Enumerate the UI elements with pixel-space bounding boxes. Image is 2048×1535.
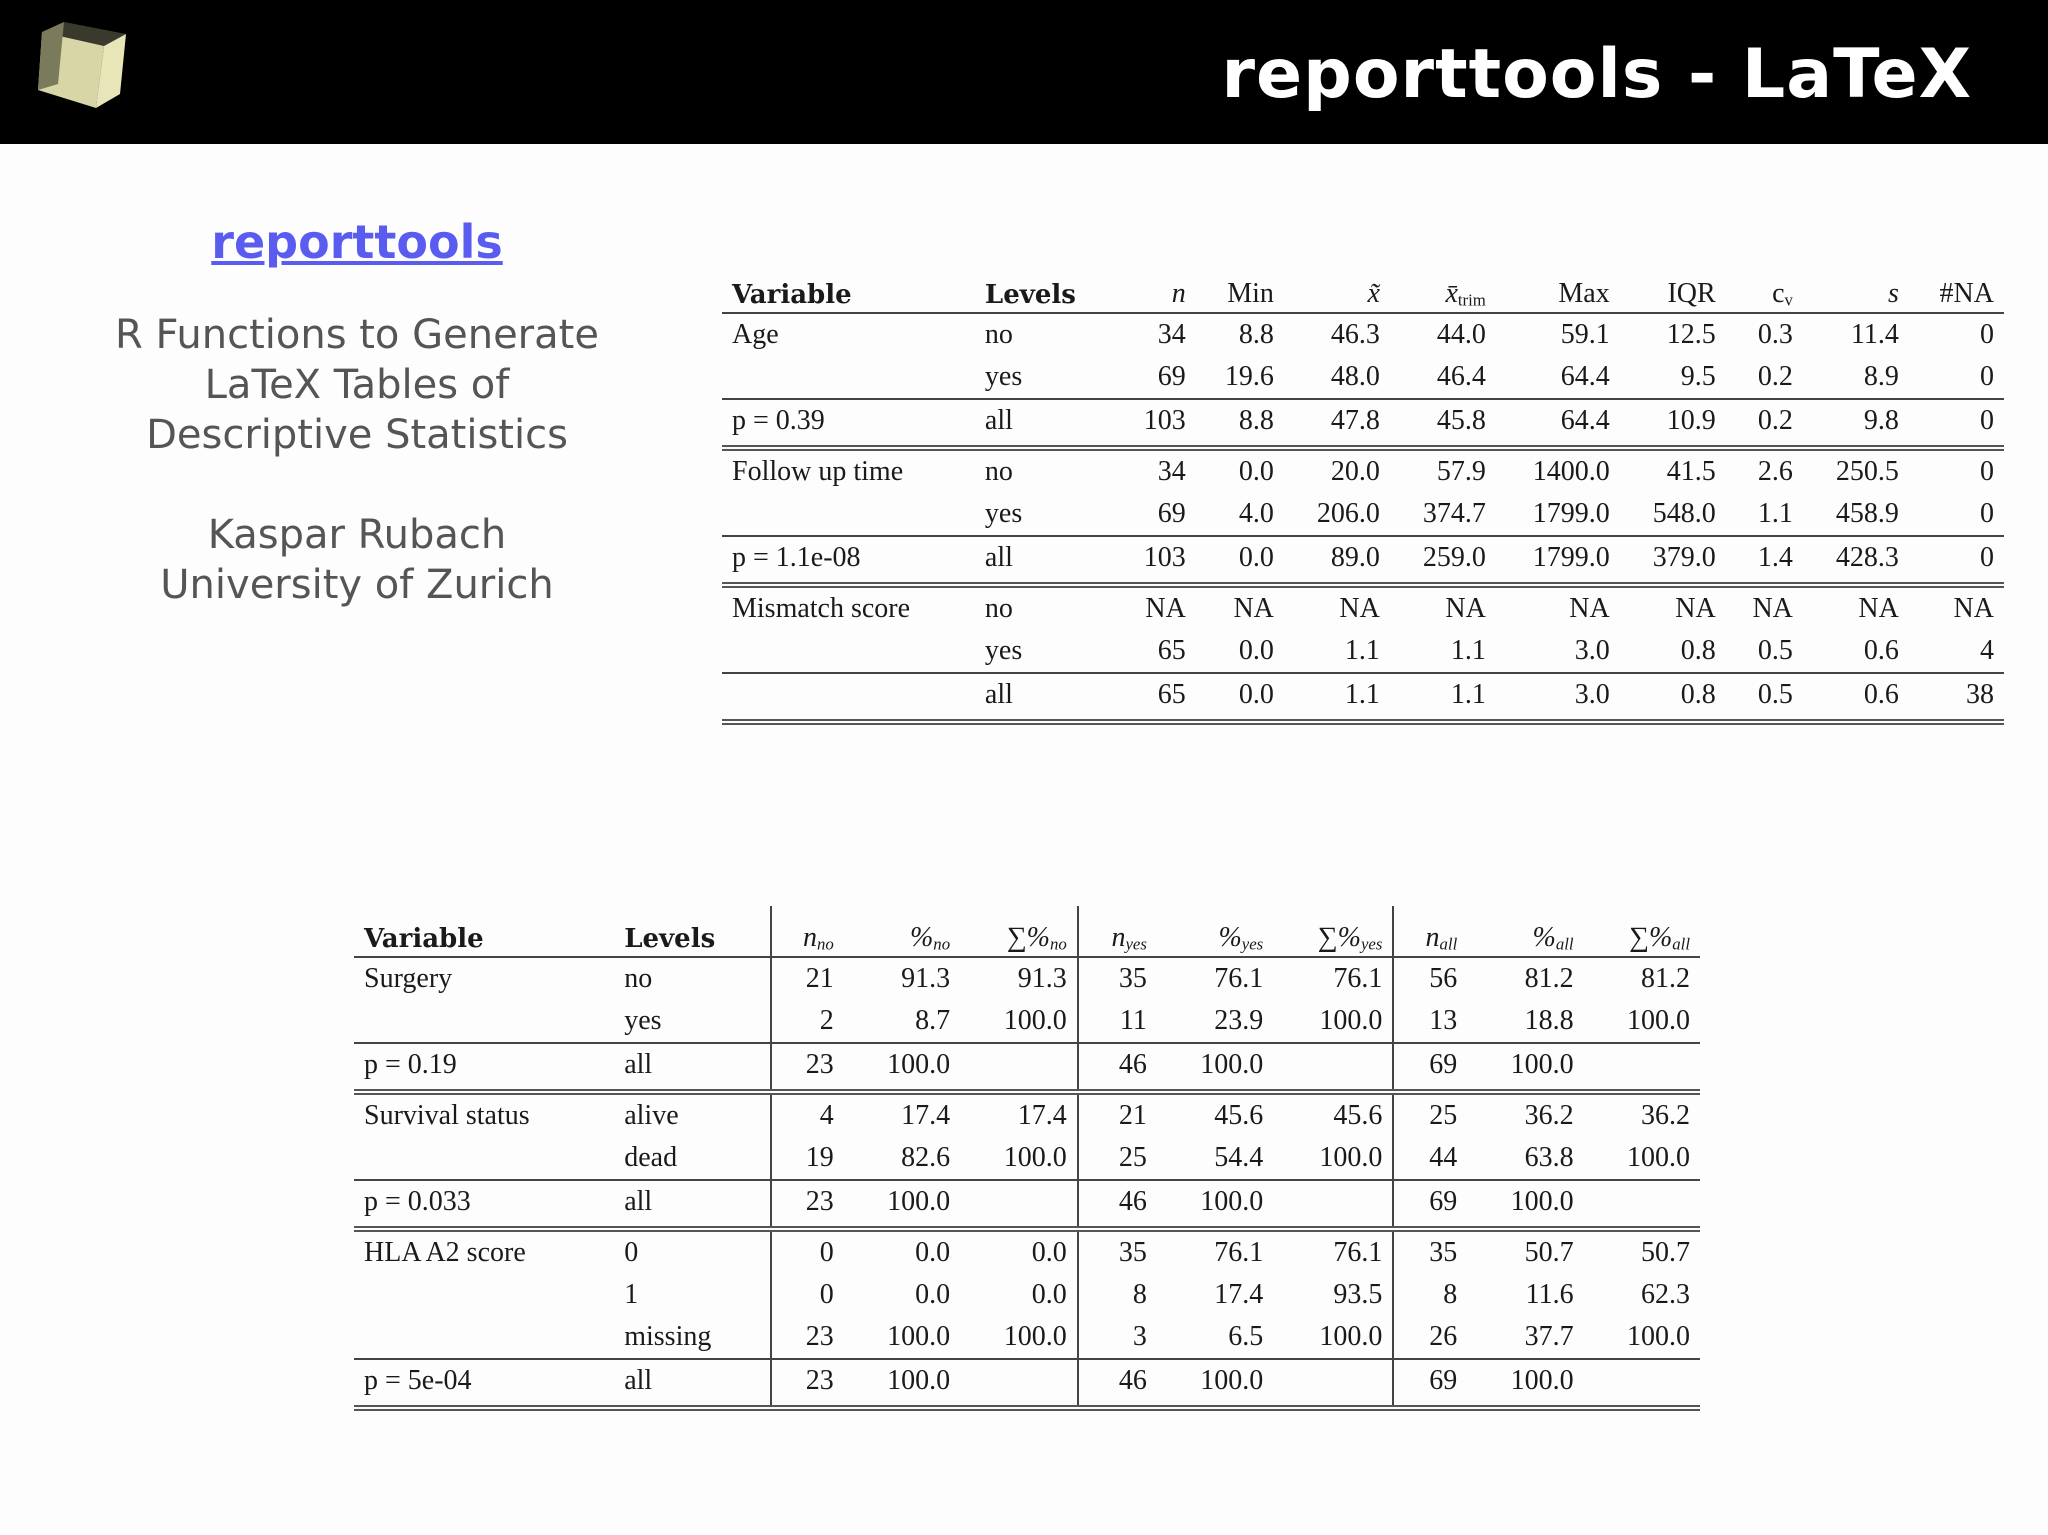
table-row [722, 673, 2004, 722]
level-cell: no [614, 957, 771, 1000]
value-cell: 8.7 [915, 1005, 951, 1036]
value-cell: 0 [1980, 456, 1994, 487]
value-cell: 8.9 [1863, 361, 1899, 392]
value-cell: 0.5 [1757, 679, 1793, 710]
value-cell: 45.6 [1273, 1092, 1393, 1137]
value-cell: 8.8 [1238, 405, 1274, 436]
value-cell: 44 [1429, 1142, 1458, 1173]
value-cell: 0.0 [915, 1279, 951, 1310]
value-cell: 35 [1118, 1237, 1147, 1268]
value-cell: NA [1569, 593, 1610, 624]
level-cell: all [614, 1043, 771, 1092]
value-cell: 100.0 [1627, 1005, 1690, 1036]
value-cell: 89.0 [1330, 542, 1380, 573]
value-cell: 76.1 [1273, 1229, 1393, 1274]
value-cell: 45.6 [1214, 1100, 1264, 1131]
value-cell: 259.0 [1422, 542, 1486, 573]
p-value-cell: p = 5e-04 [364, 1365, 472, 1396]
value-cell: 0.8 [1680, 635, 1716, 666]
header-cell: $n_{all}$ [1425, 921, 1458, 953]
value-cell: 81.2 [1524, 963, 1574, 994]
value-cell: 0 [819, 1279, 834, 1310]
variable-cell: Survival status [364, 1100, 530, 1131]
value-cell: 100.0 [887, 1186, 951, 1217]
table-row [354, 1000, 1700, 1043]
value-cell: 62.3 [1641, 1279, 1690, 1310]
p-value-cell: p = 0.39 [732, 405, 825, 436]
table-header-row [354, 906, 1700, 957]
value-cell: 458.9 [1835, 498, 1899, 529]
value-cell: NA [1445, 593, 1486, 624]
level-cell: yes [984, 361, 1023, 392]
description-line: LaTeX Tables of [204, 362, 510, 408]
author-affiliation: University of Zurich [160, 562, 554, 608]
value-cell: 1.1 [1344, 635, 1380, 666]
header-cell: Levels [614, 906, 771, 957]
value-cell: 17.4 [960, 1092, 1078, 1137]
value-cell: 50.7 [1524, 1237, 1574, 1268]
value-cell: 25 [1429, 1100, 1458, 1131]
value-cell: 0 [1980, 498, 1994, 529]
side-panel [60, 210, 654, 610]
value-cell: 23 [805, 1321, 834, 1352]
description-line: Descriptive Statistics [146, 412, 568, 458]
level-cell: 1 [614, 1274, 771, 1316]
value-cell: 57.9 [1436, 456, 1486, 487]
value-cell: 37.7 [1524, 1321, 1574, 1352]
value-cell: 0.0 [960, 1229, 1078, 1274]
value-cell: 69 [1429, 1365, 1458, 1396]
value-cell: 103 [1143, 405, 1186, 436]
value-cell: 100.0 [1627, 1142, 1690, 1173]
value-cell: 56 [1429, 963, 1458, 994]
header-cell: Levels [984, 280, 1076, 310]
value-cell: 81.2 [1641, 963, 1690, 994]
value-cell: 54.4 [1214, 1142, 1264, 1173]
value-cell: 38 [1966, 679, 1994, 710]
value-cell: 0.5 [1757, 635, 1793, 666]
value-cell: 100.0 [960, 1000, 1078, 1043]
table-row [354, 1359, 1700, 1408]
variable-cell [354, 1000, 614, 1043]
header-cell: #NA [1939, 278, 1994, 309]
value-cell: 46 [1118, 1365, 1147, 1396]
value-cell: 19.6 [1224, 361, 1274, 392]
value-cell: 69 [1157, 361, 1186, 392]
value-cell: 59.1 [1560, 319, 1610, 350]
value-cell: 1.1 [1450, 635, 1486, 666]
value-cell: 0.0 [1238, 456, 1274, 487]
value-cell: 46 [1118, 1049, 1147, 1080]
value-cell: 100.0 [887, 1321, 951, 1352]
value-cell: 34 [1157, 319, 1186, 350]
header-cell: $\sum\%_{yes}$ [1273, 906, 1393, 957]
value-cell: 76.1 [1273, 957, 1393, 1000]
value-cell: 19 [805, 1142, 834, 1173]
value-cell: 46 [1118, 1186, 1147, 1217]
level-cell: 0 [614, 1229, 771, 1274]
value-cell: 69 [1429, 1049, 1458, 1080]
value-cell: 11.4 [1850, 319, 1899, 350]
value-cell: 17.4 [1214, 1279, 1264, 1310]
value-cell [960, 1359, 1078, 1408]
value-cell: 76.1 [1214, 963, 1264, 994]
value-cell: 8 [1443, 1279, 1458, 1310]
value-cell: 91.3 [960, 957, 1078, 1000]
variable-cell [722, 493, 975, 536]
value-cell: 44.0 [1436, 319, 1486, 350]
level-cell: all [614, 1359, 771, 1408]
value-cell: 4 [819, 1100, 834, 1131]
value-cell: 428.3 [1835, 542, 1899, 573]
level-cell: alive [614, 1092, 771, 1137]
header-cell: s [1887, 278, 1899, 309]
header-cell: $n_{no}$ [802, 921, 834, 953]
header-cell: x̃ [1367, 278, 1380, 309]
value-cell: 0.2 [1757, 361, 1793, 392]
value-cell: 0.0 [1238, 635, 1274, 666]
value-cell: 1.1 [1757, 498, 1793, 529]
value-cell: 0 [1980, 319, 1994, 350]
value-cell: 35 [1118, 963, 1147, 994]
value-cell: 21 [805, 963, 834, 994]
value-cell: 48.0 [1330, 361, 1380, 392]
header-bar [0, 0, 2048, 144]
value-cell: 3.0 [1574, 635, 1610, 666]
value-cell: 0.0 [960, 1274, 1078, 1316]
value-cell: 100.0 [1510, 1186, 1574, 1217]
value-cell: 76.1 [1214, 1237, 1264, 1268]
value-cell: 0 [1980, 542, 1994, 573]
header-cell: Max [1558, 278, 1610, 309]
value-cell: 100.0 [1200, 1365, 1264, 1396]
value-cell: 64.4 [1560, 405, 1610, 436]
value-cell: 374.7 [1422, 498, 1486, 529]
value-cell: 0 [1980, 405, 1994, 436]
value-cell: NA [1858, 593, 1899, 624]
p-value-cell: p = 1.1e-08 [732, 542, 861, 573]
value-cell: 0 [1980, 361, 1994, 392]
value-cell: 23 [805, 1186, 834, 1217]
value-cell: 100.0 [1273, 1000, 1393, 1043]
header-cell: Min [1227, 278, 1274, 309]
value-cell: 206.0 [1316, 498, 1380, 529]
description-line: R Functions to Generate [115, 312, 599, 358]
value-cell: 34 [1157, 456, 1186, 487]
header-cell: $\sum\%_{no}$ [960, 906, 1078, 957]
p-value-cell: p = 0.19 [364, 1049, 457, 1080]
value-cell: 82.6 [901, 1142, 951, 1173]
table-row [354, 1043, 1700, 1092]
value-cell: 10.9 [1666, 405, 1716, 436]
table-row [722, 448, 2004, 493]
value-cell: NA [1675, 593, 1716, 624]
value-cell: 100.0 [1200, 1049, 1264, 1080]
table-row [354, 1092, 1700, 1137]
table-row [354, 1180, 1700, 1229]
value-cell: 0.0 [915, 1237, 951, 1268]
value-cell: 1400.0 [1532, 456, 1610, 487]
value-cell: 100.0 [1510, 1049, 1574, 1080]
value-cell: 0.2 [1757, 405, 1793, 436]
value-cell: 36.2 [1641, 1100, 1690, 1131]
value-cell: 11 [1119, 1005, 1147, 1036]
level-cell: all [984, 542, 1013, 573]
value-cell: 69 [1429, 1186, 1458, 1217]
value-cell: 36.2 [1524, 1100, 1574, 1131]
value-cell: 100.0 [887, 1049, 951, 1080]
value-cell: 65 [1157, 679, 1186, 710]
value-cell: 4.0 [1238, 498, 1274, 529]
header-cell: Variable [732, 280, 852, 310]
value-cell: 100.0 [1510, 1365, 1574, 1396]
value-cell: 250.5 [1835, 456, 1899, 487]
level-cell: dead [614, 1137, 771, 1180]
value-cell: 100.0 [1273, 1316, 1393, 1359]
table-row [722, 493, 2004, 536]
header-cell: Variable [364, 924, 484, 954]
value-cell: 3 [1132, 1321, 1147, 1352]
table-row [722, 356, 2004, 399]
table-row [722, 313, 2004, 356]
value-cell: 100.0 [1273, 1137, 1393, 1180]
value-cell: 548.0 [1652, 498, 1716, 529]
table-row [354, 957, 1700, 1000]
value-cell [1273, 1180, 1393, 1229]
value-cell [1584, 1359, 1700, 1408]
header-cell: $n_{yes}$ [1111, 921, 1147, 953]
level-cell: no [984, 593, 1013, 624]
value-cell: 45.8 [1436, 405, 1486, 436]
variable-cell [722, 356, 975, 399]
value-cell: 20.0 [1330, 456, 1380, 487]
table-row [722, 399, 2004, 448]
p-value-cell: p = 0.033 [364, 1186, 471, 1217]
value-cell: 41.5 [1666, 456, 1716, 487]
variable-cell [354, 1274, 614, 1316]
level-cell: all [984, 405, 1013, 436]
header-cell: $\%_{yes}$ [1218, 921, 1264, 953]
table-row [722, 585, 2004, 630]
table-row [354, 1274, 1700, 1316]
p-value-cell [722, 673, 975, 722]
header-cell: $x̄_{trim}$ [1445, 277, 1486, 309]
value-cell: 23.9 [1214, 1005, 1264, 1036]
value-cell: 50.7 [1641, 1237, 1690, 1268]
level-cell: no [984, 319, 1013, 350]
value-cell: 26 [1429, 1321, 1458, 1352]
value-cell: 46.4 [1436, 361, 1486, 392]
value-cell: 1.1 [1450, 679, 1486, 710]
level-cell: yes [614, 1000, 771, 1043]
value-cell: 25 [1118, 1142, 1147, 1173]
header-cell: IQR [1667, 278, 1716, 309]
variable-cell: Mismatch score [732, 593, 911, 624]
header-cell: $\sum\%_{all}$ [1628, 921, 1690, 953]
value-cell: 6.5 [1228, 1321, 1264, 1352]
value-cell: 1.1 [1344, 679, 1380, 710]
level-cell: all [614, 1180, 771, 1229]
value-cell: 47.8 [1330, 405, 1380, 436]
reporttools-link[interactable]: reporttools [211, 215, 503, 269]
level-cell: all [984, 679, 1013, 710]
variable-cell: Age [732, 319, 779, 350]
header-cell: $\%_{no}$ [909, 921, 951, 953]
level-cell: yes [984, 498, 1023, 529]
value-cell: 9.5 [1680, 361, 1716, 392]
table-row [722, 536, 2004, 585]
value-cell: NA [1752, 593, 1793, 624]
value-cell: 100.0 [960, 1316, 1078, 1359]
value-cell: 100.0 [1200, 1186, 1264, 1217]
value-cell: 103 [1143, 542, 1186, 573]
categorical-stats-table [354, 906, 1700, 1411]
table-row [354, 1229, 1700, 1274]
level-cell: yes [984, 635, 1023, 666]
value-cell: 379.0 [1652, 542, 1716, 573]
value-cell: 64.4 [1560, 361, 1610, 392]
value-cell [1273, 1043, 1393, 1092]
variable-cell: Surgery [364, 963, 453, 994]
value-cell: 0.0 [1238, 679, 1274, 710]
value-cell [960, 1043, 1078, 1092]
value-cell: 93.5 [1273, 1274, 1393, 1316]
value-cell: 8.8 [1238, 319, 1274, 350]
page-title: reporttools - LaTeX [1221, 35, 1972, 114]
value-cell: 9.8 [1863, 405, 1899, 436]
table-row [722, 630, 2004, 673]
value-cell: 0 [819, 1237, 834, 1268]
value-cell [960, 1180, 1078, 1229]
value-cell: 2.6 [1757, 456, 1793, 487]
value-cell: NA [1339, 593, 1380, 624]
value-cell: 4 [1980, 635, 1994, 666]
variable-cell [354, 1316, 614, 1359]
value-cell: 91.3 [901, 963, 951, 994]
value-cell: 63.8 [1524, 1142, 1574, 1173]
value-cell: 13 [1429, 1005, 1458, 1036]
table-header-row [722, 262, 2004, 313]
value-cell: NA [1233, 593, 1274, 624]
value-cell [1584, 1043, 1700, 1092]
author-name: Kaspar Rubach [207, 512, 507, 558]
value-cell: 46.3 [1330, 319, 1380, 350]
value-cell: 69 [1157, 498, 1186, 529]
value-cell: 35 [1429, 1237, 1458, 1268]
value-cell: 0.3 [1757, 319, 1793, 350]
value-cell: 17.4 [901, 1100, 951, 1131]
value-cell: 0.8 [1680, 679, 1716, 710]
variable-cell: HLA A2 score [364, 1237, 526, 1268]
value-cell: 11.6 [1525, 1279, 1574, 1310]
value-cell [1584, 1180, 1700, 1229]
variable-cell [354, 1137, 614, 1180]
value-cell: 1799.0 [1532, 498, 1610, 529]
level-cell: no [984, 456, 1013, 487]
value-cell: 0.0 [1238, 542, 1274, 573]
value-cell: NA [1145, 593, 1186, 624]
value-cell: 8 [1132, 1279, 1147, 1310]
value-cell: NA [1953, 593, 1994, 624]
value-cell: 0.6 [1863, 679, 1899, 710]
value-cell: 100.0 [960, 1137, 1078, 1180]
value-cell: 12.5 [1666, 319, 1716, 350]
value-cell: 100.0 [1627, 1321, 1690, 1352]
value-cell: 23 [805, 1365, 834, 1396]
value-cell: 100.0 [887, 1365, 951, 1396]
value-cell: 2 [819, 1005, 834, 1036]
value-cell: 1799.0 [1532, 542, 1610, 573]
header-cell: $c_v$ [1772, 277, 1793, 309]
value-cell [1273, 1359, 1393, 1408]
table-row [354, 1137, 1700, 1180]
cube-icon [34, 20, 134, 112]
table-row [354, 1316, 1700, 1359]
continuous-stats-table [722, 262, 2004, 725]
value-cell: 3.0 [1574, 679, 1610, 710]
level-cell: missing [614, 1316, 771, 1359]
value-cell: 23 [805, 1049, 834, 1080]
variable-cell: Follow up time [732, 456, 904, 487]
header-cell: n [1171, 278, 1186, 309]
value-cell: 65 [1157, 635, 1186, 666]
value-cell: 0.6 [1863, 635, 1899, 666]
variable-cell [722, 630, 975, 673]
value-cell: 21 [1118, 1100, 1147, 1131]
value-cell: 18.8 [1524, 1005, 1574, 1036]
header-cell: $\%_{all}$ [1532, 921, 1574, 953]
value-cell: 1.4 [1757, 542, 1793, 573]
